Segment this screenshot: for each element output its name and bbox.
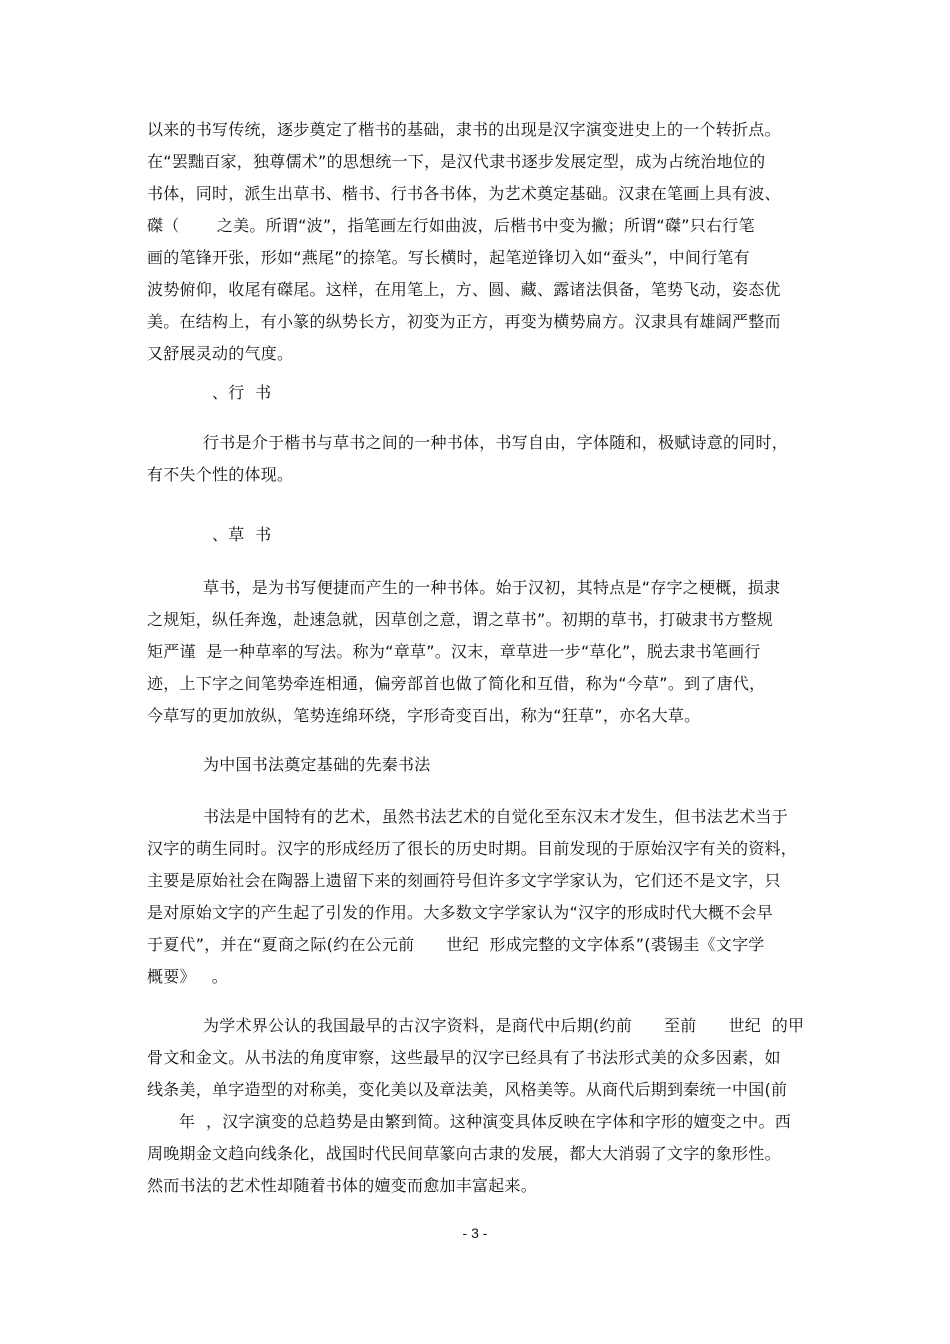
- text-line-8: 又舒展灵动的气度。: [147, 344, 294, 363]
- text-line-9: 行书是介于楷书与草书之间的一种书体，书写自由，字体随和，极赋诗意的同时，: [203, 433, 789, 452]
- text-line-6: 波势俯仰，收尾有磔尾。这样，在用笔上，方、圆、藏、露诸法俱备，笔势飞动，姿态优: [147, 280, 781, 299]
- text-line-17: 汉字的萌生同时。汉字的形成经历了很长的历史时期。目前发现的于原始汉字有关的资料，: [147, 839, 798, 858]
- section-heading-xingshu: 、行 书: [212, 383, 272, 402]
- text-line-21: 概要》 。: [147, 967, 229, 986]
- text-line-19: 是对原始文字的产生起了引发的作用。大多数文字学家认为“汉字的形成时代大概不会早: [147, 903, 774, 922]
- section-heading-xianqin: 为中国书法奠定基础的先秦书法: [203, 755, 431, 774]
- text-line-25: 年 ，汉字演变的总趋势是由繁到简。这种演变具体反映在字体和字形的嬗变之中。西: [147, 1112, 791, 1131]
- text-line-27: 然而书法的艺术性却随着书体的嬗变而愈加丰富起来。: [147, 1176, 538, 1195]
- text-line-5: 画的笔锋开张，形如“燕尾”的捺笔。写长横时，起笔逆锋切入如“蚕头”，中间行笔有: [147, 248, 750, 267]
- text-line-10: 有不失个性的体现。: [147, 465, 294, 484]
- text-line-16: 书法是中国特有的艺术，虽然书法艺术的自觉化至东汉末才发生，但书法艺术当于: [203, 807, 789, 826]
- text-line-26: 周晚期金文趋向线条化，战国时代民间草篆向古隶的发展，都大大消弱了文字的象形性。: [147, 1144, 781, 1163]
- text-line-22: 为学术界公认的我国最早的古汉字资料，是商代中后期(约前 至前 世纪 的甲: [203, 1016, 805, 1035]
- text-line-15: 今草写的更加放纵，笔势连绵环绕，字形奇变百出，称为“狂草”，亦名大草。: [147, 706, 701, 725]
- text-line-13: 矩严谨 是一种草率的写法。称为“章草”。汉末，章草进一步“草化”，脱去隶书笔画行: [147, 642, 761, 661]
- text-line-7: 美。在结构上，有小篆的纵势长方，初变为正方，再变为横势扁方。汉隶具有雄阔严整而: [147, 312, 781, 331]
- text-line-2: 在“罢黜百家，独尊儒术”的思想统一下，是汉代隶书逐步发展定型，成为占统治地位的: [147, 152, 766, 171]
- text-line-20: 于夏代”，并在“夏商之际(约在公元前 世纪 形成完整的文字体系”(裘锡圭《文字学: [147, 935, 765, 954]
- page-number: - 3 -: [462, 1225, 488, 1241]
- text-line-18: 主要是原始社会在陶器上遗留下来的刻画符号但许多文字学家认为，它们还不是文字，只: [147, 871, 781, 890]
- text-line-12: 之规矩，纵任奔逸，赴速急就，因草创之意，谓之草书”。初期的草书，打破隶书方整规: [147, 610, 774, 629]
- text-line-24: 线条美，单字造型的对称美，变化美以及章法美，风格美等。从商代后期到秦统一中国(前: [147, 1080, 788, 1099]
- text-line-23: 骨文和金文。从书法的角度审察，这些最早的汉字已经具有了书法形式美的众多因素，如: [147, 1048, 781, 1067]
- text-line-1: 以来的书写传统，逐步奠定了楷书的基础，隶书的出现是汉字演变进史上的一个转折点。: [147, 120, 781, 139]
- text-line-14: 迹，上下字之间笔势牵连相通，偏旁部首也做了简化和互借，称为“今草”。到了唐代，: [147, 674, 766, 693]
- text-line-11: 草书，是为书写便捷而产生的一种书体。始于汉初，其特点是“存字之梗概，损隶: [203, 578, 781, 597]
- text-line-3: 书体，同时，派生出草书、楷书、行书各书体，为艺术奠定基础。汉隶在笔画上具有波、: [147, 184, 781, 203]
- text-line-4: 磔（ 之美。所谓“波”，指笔画左行如曲波，后楷书中变为撇；所谓“磔”只右行笔: [147, 216, 755, 235]
- section-heading-caoshu: 、草 书: [212, 525, 272, 544]
